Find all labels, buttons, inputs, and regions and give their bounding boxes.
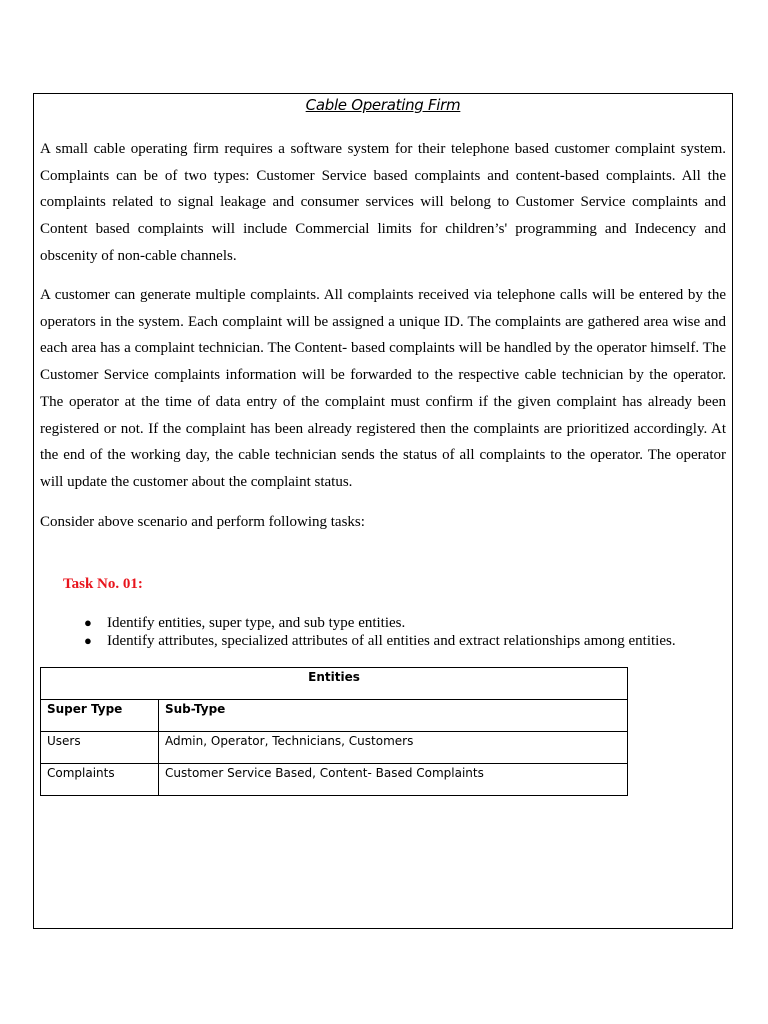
document-title: Cable Operating Firm (305, 96, 461, 114)
header-super-type: Super Type (41, 700, 159, 732)
task-heading: Task No. 01: (63, 576, 143, 592)
header-sub-type: Sub-Type (159, 700, 628, 732)
table-cell: Users (41, 732, 159, 764)
entities-table (40, 667, 628, 796)
bullet-icon: ● (84, 615, 92, 630)
table-cell: Customer Service Based, Content- Based Complaints (159, 764, 628, 796)
table-cell: Admin, Operator, Technicians, Customers (159, 732, 628, 764)
table-cell: Complaints (41, 764, 159, 796)
bullet-icon: ● (84, 633, 92, 648)
table-row (41, 732, 628, 764)
document-frame (33, 93, 733, 929)
paragraph-details: A customer can generate multiple complaints. All complaints received via telephone calls will be entered by the operators in the system. Each complaint will be assigned a unique ID. The complaints are gathered area wise and each area has a complaint technician. The Content- based complaints will be handled by the operator himself. The Customer Service complaints information will be forwarded to the respective cable technician by the operator. The operator at the time of data entry of the complaint must confirm if the given complaint has already been registered or not. If the complaint has been already registered then the complaints are prioritized accordingly. At the end of the working day, the cable technician sends the status of all complaints to the operator. The operator will update the customer about the complaint status. (40, 287, 726, 490)
bullet-text: Identify entities, super type, and sub type entities. (107, 615, 406, 631)
table-row (41, 764, 628, 796)
table-header-row (41, 700, 628, 732)
table-caption: Entities (41, 668, 628, 700)
table-caption-row (41, 668, 628, 700)
list-item (84, 632, 676, 650)
list-item (84, 614, 676, 632)
paragraph-instruction: Consider above scenario and perform following tasks: (40, 514, 365, 530)
paragraph-intro: A small cable operating firm requires a software system for their telephone based customer complaint system. Complaints can be of two types: Customer Service based complaints and content-based complaints. All the complaints related to signal leakage and consumer services will belong to Customer Service complaints and Content based complaints will include Commercial limits for children’s' programming and Indecency and obscenity of non-cable channels. (40, 141, 726, 264)
bullet-text: Identify attributes, specialized attributes of all entities and extract relationships among entities. (107, 633, 676, 649)
task-bullet-list (84, 614, 676, 650)
